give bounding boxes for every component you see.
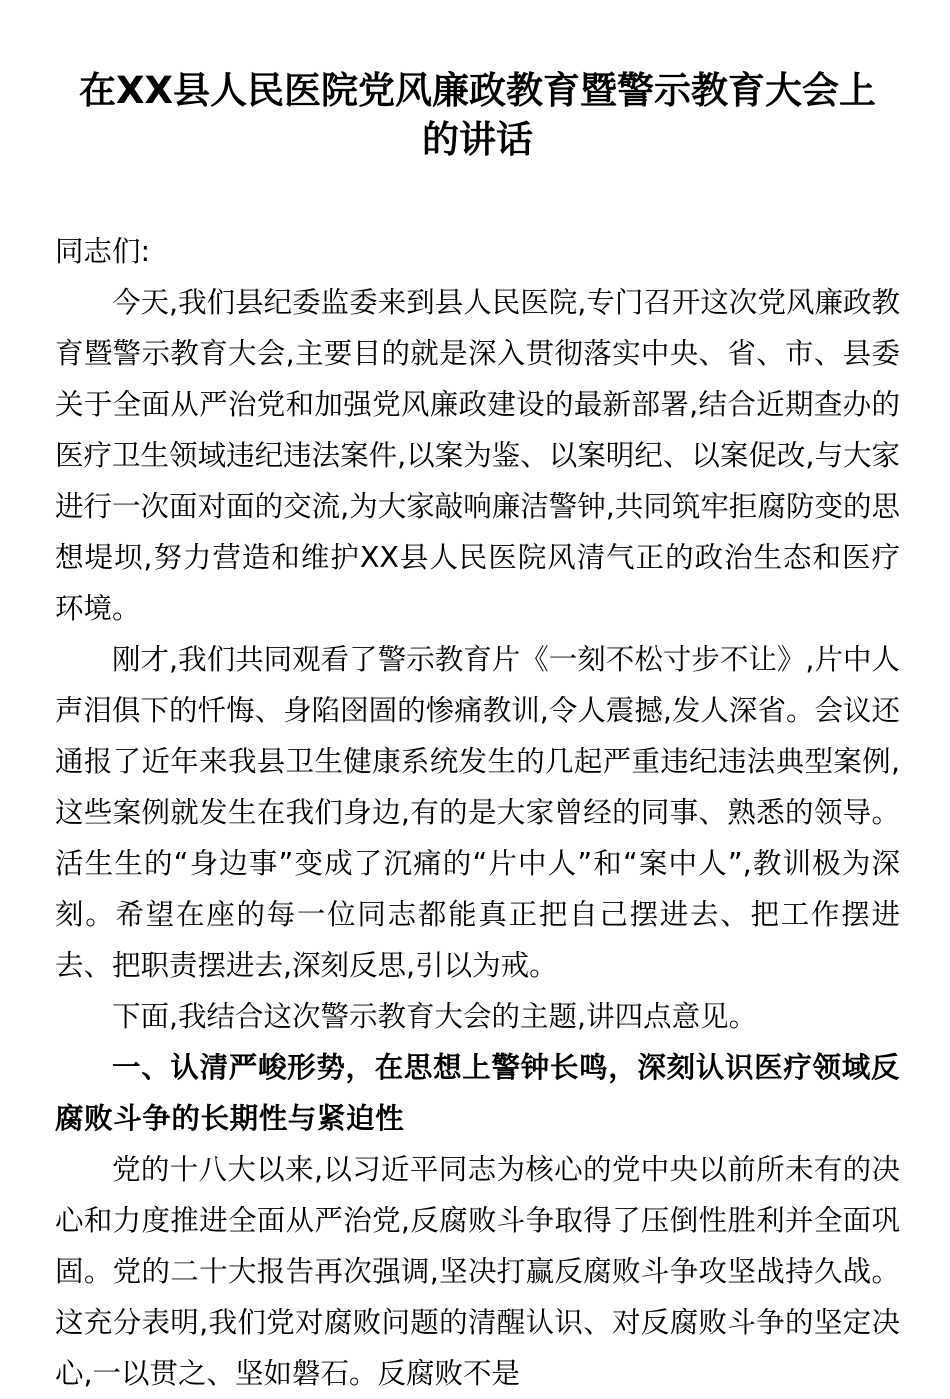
body-paragraph-2: 刚才,我们共同观看了警示教育片《一刻不松寸步不让》,片中人声泪俱下的忏悔、身陷囹圄的惨痛教训,令人震撼,发人深省。会议还通报了近年来我县卫生健康系统发生的几起严重违纪违法典型案例,这些案例就发生在我们身边,有的是大家曾经的同事、熟悉的领导。活生生的“身边事”变成了沉痛的“片中人”和“案中人”,教训极为深刻。希望在座的每一位同志都能真正把自己摆进去、把工作摆进去、把职责摆进去,深刻反思,引以为戒。 bbox=[55, 643, 900, 983]
body-paragraph-1: 今天,我们县纪委监委来到县人民医院,专门召开这次党风廉政教育暨警示教育大会,主要目的就是深入贯彻落实中央、省、市、县委关于全面从严治党和加强党风廉政建设的最新部署,结合近期查办的医疗卫生领域违纪违法案件,以案为鉴、以案明纪、以案促改,与大家进行一次面对面的交流,为大家敲响廉洁警钟,共同筑牢拒腐防变的思想堤坝,努力营造和维护XX县人民医院风清气正的政治生态和医疗环境。 bbox=[55, 286, 900, 626]
salutation: 同志们: bbox=[55, 235, 151, 269]
body-paragraph-4: 党的十八大以来,以习近平同志为核心的党中央以前所未有的决心和力度推进全面从严治党,反腐败斗争取得了压倒性胜利并全面巩固。党的二十大报告再次强调,坚决打赢反腐败斗争攻坚战持久战。这充分表明,我们党对腐败问题的清醒认识、对反腐败斗争的坚定决心,一以贯之、坚如磐石。反腐败不是 bbox=[55, 1153, 900, 1391]
section-heading-1: 一、认清严峻形势，在思想上警钟长鸣，深刻认识医疗领域反腐败斗争的长期性与紧迫性 bbox=[55, 1051, 900, 1136]
document-body bbox=[55, 226, 900, 1399]
page-title: 在XX县人民医院党风廉政教育暨警示教育大会上的讲话 bbox=[78, 69, 877, 162]
title-body-spacer bbox=[55, 164, 900, 226]
body-paragraph-3: 下面,我结合这次警示教育大会的主题,讲四点意见。 bbox=[112, 1000, 758, 1034]
